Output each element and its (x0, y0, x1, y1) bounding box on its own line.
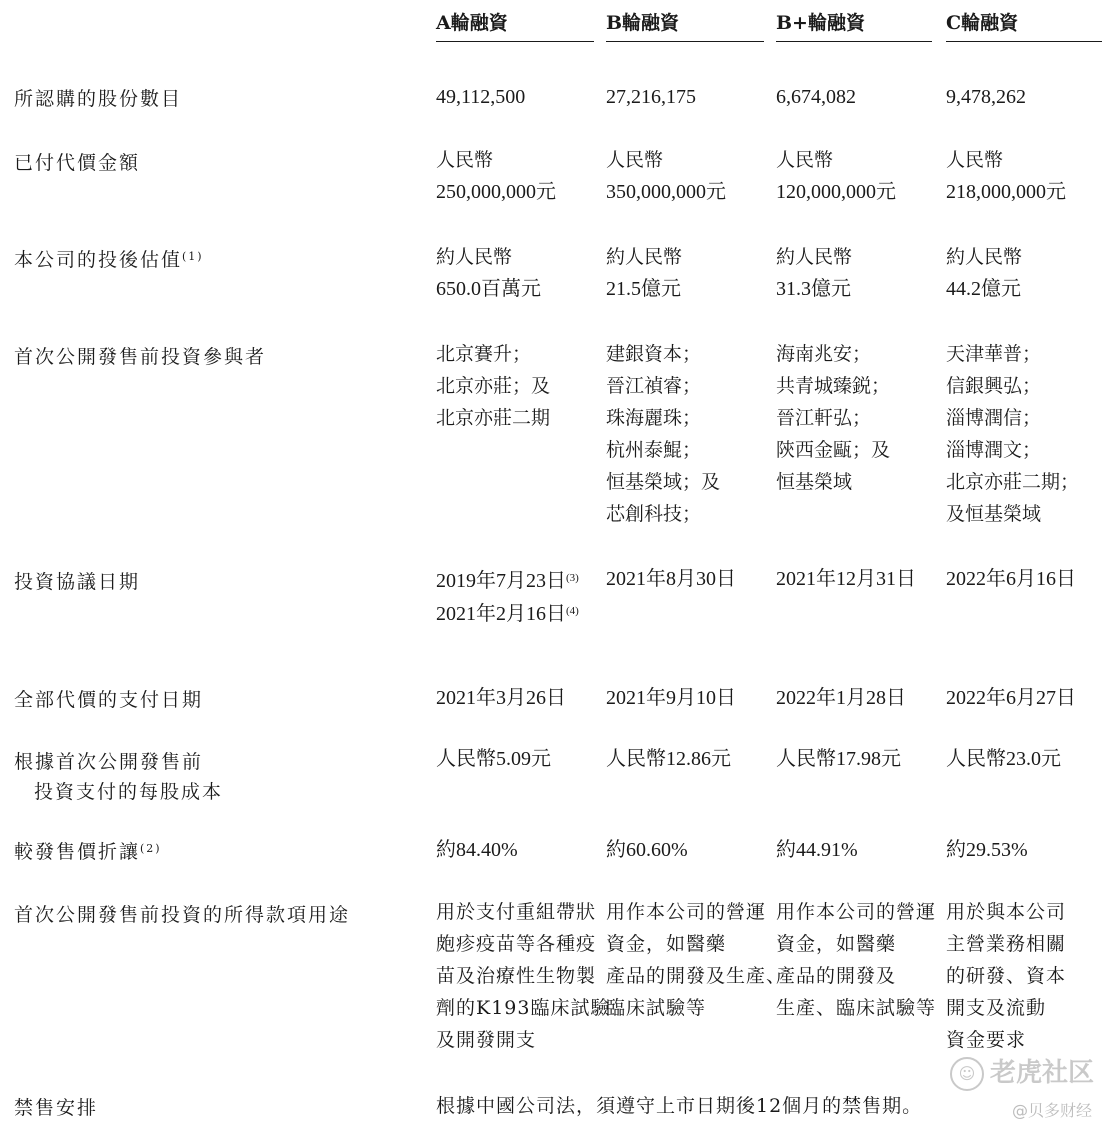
cell-agreement-date-c: 2022年6月16日 (946, 568, 1076, 590)
investor-item: 信銀興弘； (946, 375, 1042, 397)
cell-shares-a: 49,112,500 (436, 86, 526, 108)
cell-discount-bplus: 約44.91% (776, 839, 858, 861)
cell-line: 的研發、資本 (946, 965, 1067, 987)
cell-line: 主營業務相關 (946, 933, 1067, 955)
footnote-marker: (1) (182, 250, 204, 263)
cell-cost-per-share-c: 人民幣23.0元 (946, 748, 1061, 770)
cell-line: 31.3億元 (776, 278, 851, 300)
cell-line: 218,000,000元 (946, 181, 1066, 203)
investor-item: 淄博潤信； (946, 407, 1042, 429)
header-underline (946, 41, 1102, 42)
cell-investors-bplus (776, 338, 890, 498)
cell-valuation-a (436, 241, 541, 305)
row-label-use-of-proceeds: 首次公開發售前投資的所得款項用途 (14, 904, 351, 926)
cell-consideration-a (436, 144, 556, 208)
cell-line: 資金，如醫藥 (606, 933, 727, 955)
cell-line: 資金，如醫藥 (776, 933, 897, 955)
cell-line: 約人民幣 (606, 246, 683, 268)
cell-line: 用於支付重組帶狀 (436, 901, 597, 923)
cell-line: 250,000,000元 (436, 181, 556, 203)
investor-item: 天津華普； (946, 343, 1042, 365)
row-label-payment-date: 全部代價的支付日期 (14, 689, 204, 711)
cell-shares-b: 27,216,175 (606, 86, 696, 108)
cell-line: 人民幣 (946, 149, 1004, 171)
cell-valuation-bplus (776, 241, 852, 305)
tiger-logo-icon: ☺ (950, 1057, 984, 1091)
cell-line: 約人民幣 (946, 246, 1023, 268)
cell-line: 臨床試驗等 (606, 997, 707, 1019)
cell-discount-c: 約29.53% (946, 839, 1028, 861)
cell-agreement-date-bplus: 2021年12月31日 (776, 568, 916, 590)
cell-line: 21.5億元 (606, 278, 681, 300)
cell-line: 用於與本公司 (946, 901, 1067, 923)
cell-agreement-date-a (436, 563, 579, 629)
row-label-lockup: 禁售安排 (14, 1097, 99, 1119)
cell-use-of-proceeds-a (436, 896, 610, 1056)
cell-line: 苗及治療性生物製 (436, 965, 597, 987)
cell-payment-date-c: 2022年6月27日 (946, 687, 1076, 709)
footnote-marker: (4) (566, 605, 579, 617)
cell-shares-c: 9,478,262 (946, 86, 1026, 108)
cell-valuation-c (946, 241, 1022, 305)
row-label-cost-per-share-line1: 根據首次公開發售前 (14, 751, 204, 773)
cell-payment-date-a: 2021年3月26日 (436, 687, 566, 709)
investor-item: 淄博潤文； (946, 439, 1042, 461)
cell-line: 產品的開發及 (776, 965, 897, 987)
cell-consideration-c (946, 144, 1066, 208)
cell-line: 約人民幣 (776, 246, 853, 268)
investor-item: 建銀資本； (606, 343, 702, 365)
cell-line: 350,000,000元 (606, 181, 726, 203)
header-underline (776, 41, 932, 42)
cell-cost-per-share-bplus: 人民幣17.98元 (776, 748, 901, 770)
row-label-text: 本公司的投後估值 (14, 249, 183, 271)
investor-item: 共青城臻鋭； (776, 375, 891, 397)
row-label-post-money-valuation (14, 245, 204, 272)
cell-line (436, 596, 579, 629)
row-label-text: 較發售價折讓 (14, 841, 141, 863)
row-label-shares-subscribed: 所認購的股份數目 (14, 88, 183, 110)
investor-item: 陝西金甌；及 (776, 439, 891, 461)
cell-cost-per-share-b: 人民幣12.86元 (606, 748, 731, 770)
row-label-agreement-date: 投資協議日期 (14, 571, 141, 593)
cell-line: 約人民幣 (436, 246, 513, 268)
cell-line: 生產、臨床試驗等 (776, 997, 937, 1019)
watermark-text: 老虎社区 (989, 1058, 1094, 1088)
cell-line: 開支及流動 (946, 997, 1047, 1019)
cell-line: 人民幣 (606, 149, 664, 171)
header-c-round-label: C輪融資 (946, 12, 1019, 34)
cell-agreement-date-b: 2021年8月30日 (606, 568, 736, 590)
cell-line: 皰疹疫苗等各種疫 (436, 933, 597, 955)
header-b-round (606, 8, 679, 35)
investor-item: 晉江軒弘； (776, 407, 872, 429)
header-underline (606, 41, 764, 42)
header-bplus-round-label: B+輪融資 (776, 12, 865, 34)
header-b-round-label: B輪融資 (606, 12, 680, 34)
investor-item: 珠海麗珠； (606, 407, 702, 429)
row-label-pre-ipo-investors: 首次公開發售前投資參與者 (14, 346, 267, 368)
date-text: 2019年7月23日 (436, 570, 566, 592)
footnote-marker: (3) (566, 572, 579, 584)
investor-item: 北京亦莊二期； (946, 471, 1080, 493)
cell-payment-date-bplus: 2022年1月28日 (776, 687, 906, 709)
investor-item: 北京亦莊；及 (436, 375, 551, 397)
investor-item: 北京亦莊二期 (436, 407, 551, 429)
cell-line: 用作本公司的營運 (776, 901, 937, 923)
cell-discount-b: 約60.60% (606, 839, 688, 861)
cell-line: 劑的K193臨床試驗 (436, 997, 611, 1019)
cell-line: 44.2億元 (946, 278, 1021, 300)
date-text: 2021年2月16日 (436, 603, 566, 625)
cell-use-of-proceeds-bplus (776, 896, 936, 1024)
investor-item: 恒基榮域；及 (606, 471, 721, 493)
cell-line: 用作本公司的營運 (606, 901, 767, 923)
investor-item: 恒基榮域 (776, 471, 853, 493)
row-label-consideration-paid: 已付代價金額 (14, 152, 141, 174)
cell-investors-b (606, 338, 720, 530)
cell-investors-a (436, 338, 550, 434)
investor-item: 海南兆安； (776, 343, 872, 365)
cell-valuation-b (606, 241, 682, 305)
investor-item: 北京賽升； (436, 343, 532, 365)
header-a-round (436, 8, 508, 35)
investor-item: 及恒基榮域 (946, 503, 1042, 525)
cell-cost-per-share-a: 人民幣5.09元 (436, 748, 551, 770)
cell-consideration-b (606, 144, 726, 208)
cell-line: 人民幣 (436, 149, 494, 171)
header-a-round-label: A輪融資 (436, 12, 508, 34)
cell-investors-c (946, 338, 1079, 530)
cell-line: 120,000,000元 (776, 181, 896, 203)
cell-use-of-proceeds-c (946, 896, 1066, 1056)
investor-item: 杭州泰鯤； (606, 439, 702, 461)
cell-line: 650.0百萬元 (436, 278, 541, 300)
header-c-round (946, 8, 1018, 35)
cell-lockup-text: 根據中國公司法，須遵守上市日期後12個月的禁售期。 (436, 1095, 923, 1117)
cell-line: 及開發開支 (436, 1029, 537, 1051)
investor-item: 晉江禎睿； (606, 375, 702, 397)
row-label-discount (14, 837, 162, 864)
cell-shares-bplus: 6,674,082 (776, 86, 856, 108)
cell-line: 人民幣 (776, 149, 834, 171)
header-underline (436, 41, 594, 42)
cell-line: 資金要求 (946, 1029, 1027, 1051)
header-bplus-round (776, 8, 865, 35)
cell-consideration-bplus (776, 144, 896, 208)
row-label-cost-per-share-line2: 投資支付的每股成本 (34, 781, 224, 803)
watermark-source: @贝多财经 (1011, 1101, 1092, 1120)
footnote-marker: (2) (140, 842, 162, 855)
cell-use-of-proceeds-b (606, 896, 786, 1024)
cell-discount-a: 約84.40% (436, 839, 518, 861)
cell-payment-date-b: 2021年9月10日 (606, 687, 736, 709)
cell-line: 產品的開發及生產、 (606, 965, 787, 987)
cell-line (436, 563, 579, 596)
investor-item: 芯創科技； (606, 503, 702, 525)
watermark-logo (950, 1052, 1094, 1091)
